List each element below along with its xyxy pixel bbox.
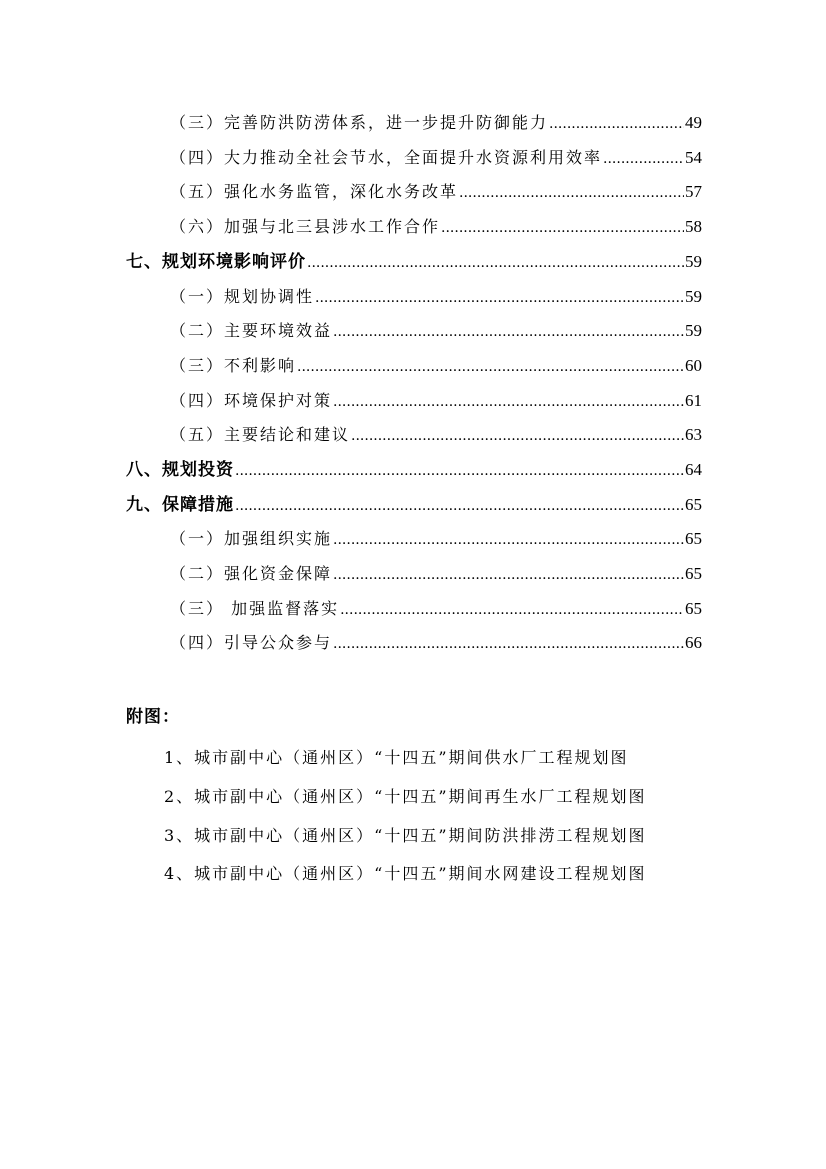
toc-entry-page: 66 — [685, 633, 702, 652]
toc-entry-page: 54 — [685, 148, 702, 167]
toc-entry[interactable] — [170, 210, 702, 244]
appendix-heading: 附图： — [126, 707, 180, 727]
toc-entry[interactable] — [170, 592, 702, 626]
toc-entry-title: （三）完善防洪防涝体系，进一步提升防御能力 — [170, 113, 549, 132]
toc-chapter-title: 八、规划投资 — [126, 460, 234, 480]
toc-entry[interactable] — [170, 557, 702, 591]
toc-entry-page: 63 — [685, 425, 702, 444]
toc-entry-page: 59 — [685, 287, 702, 306]
toc-entry-title: （一）加强组织实施 — [170, 529, 333, 548]
toc-chapter-page: 64 — [685, 460, 702, 479]
appendix-item: 1、城市副中心（通州区）“十四五”期间供水厂工程规划图 — [164, 748, 629, 767]
toc-entry-title: （五）主要结论和建议 — [170, 425, 351, 444]
toc-entry-title: （一）规划协调性 — [170, 287, 315, 306]
toc-chapter[interactable] — [126, 488, 702, 522]
toc-chapter-title: 九、保障措施 — [126, 495, 234, 515]
toc-entry[interactable] — [170, 626, 702, 660]
toc-entry[interactable] — [170, 175, 702, 209]
toc-entry[interactable] — [170, 141, 702, 175]
toc-entry[interactable] — [170, 106, 702, 140]
toc-chapter-page: 59 — [685, 252, 702, 271]
toc-entry-title: （二）强化资金保障 — [170, 564, 333, 583]
toc-entry-page: 49 — [685, 113, 702, 132]
toc-entry[interactable] — [170, 418, 702, 452]
toc-entry-page: 60 — [685, 356, 702, 375]
leader-dots — [333, 315, 684, 349]
toc-chapter[interactable] — [126, 453, 702, 487]
toc-entry-page: 65 — [685, 529, 702, 548]
leader-dots — [351, 419, 684, 453]
toc-entry-page: 58 — [685, 217, 702, 236]
appendix-item: 4、城市副中心（通州区）“十四五”期间水网建设工程规划图 — [164, 864, 647, 883]
leader-dots — [340, 593, 684, 627]
toc-entry-title: （四）引导公众参与 — [170, 633, 333, 652]
leader-dots — [333, 627, 684, 661]
toc-chapter-page: 65 — [685, 495, 702, 514]
leader-dots — [235, 489, 684, 523]
leader-dots — [333, 558, 684, 592]
toc-entry-title: （四）环境保护对策 — [170, 391, 333, 410]
toc-entry-title: （二）主要环境效益 — [170, 321, 333, 340]
toc-entry[interactable] — [170, 314, 702, 348]
leader-dots — [315, 281, 684, 315]
toc-entry-page: 57 — [685, 182, 702, 201]
toc-entry-page: 65 — [685, 599, 702, 618]
toc-entry[interactable] — [170, 522, 702, 556]
leader-dots — [333, 523, 684, 557]
toc-entry-page: 65 — [685, 564, 702, 583]
leader-dots — [603, 142, 684, 176]
toc-entry[interactable] — [170, 384, 702, 418]
toc-entry-page: 61 — [685, 391, 702, 410]
leader-dots — [235, 454, 684, 488]
leader-dots — [549, 107, 684, 141]
toc-entry[interactable] — [170, 349, 702, 383]
toc-entry-page: 59 — [685, 321, 702, 340]
leader-dots — [307, 246, 684, 280]
leader-dots — [297, 350, 684, 384]
toc-entry-title: （五）强化水务监管，深化水务改革 — [170, 182, 459, 201]
toc-chapter[interactable] — [126, 245, 702, 279]
leader-dots — [441, 211, 684, 245]
leader-dots — [333, 385, 684, 419]
toc-entry[interactable] — [170, 280, 702, 314]
toc-entry-title: （三） 加强监督落实 — [170, 599, 340, 618]
toc-entry-title: （四）大力推动全社会节水，全面提升水资源利用效率 — [170, 148, 603, 167]
toc-entry-title: （三）不利影响 — [170, 356, 297, 375]
toc-entry-title: （六）加强与北三县涉水工作合作 — [170, 217, 441, 236]
appendix-item: 3、城市副中心（通州区）“十四五”期间防洪排涝工程规划图 — [164, 826, 647, 845]
appendix-item: 2、城市副中心（通州区）“十四五”期间再生水厂工程规划图 — [164, 787, 647, 806]
toc-chapter-title: 七、规划环境影响评价 — [126, 252, 306, 272]
leader-dots — [459, 176, 684, 210]
